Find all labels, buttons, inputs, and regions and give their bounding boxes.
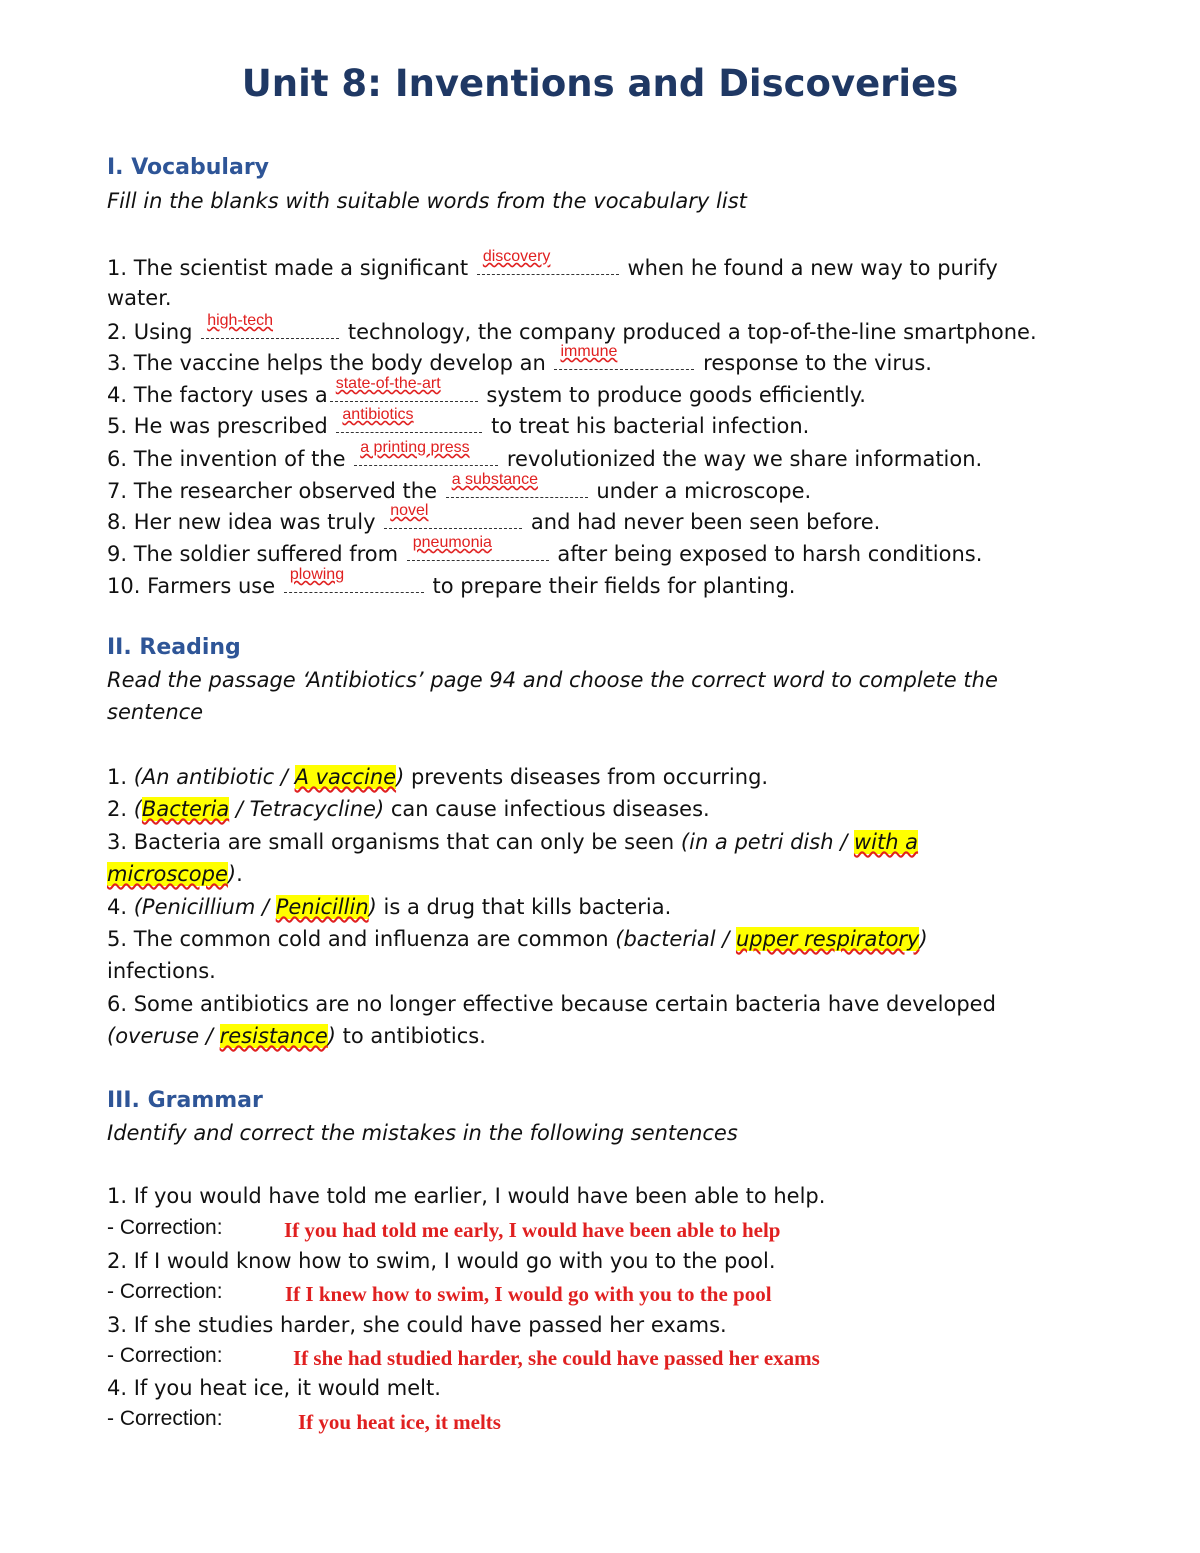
reading-question-6-cont [107,1024,486,1048]
answer-blank[interactable] [446,471,588,498]
question-text: 5. He was prescribed [107,414,335,438]
correction-label: - Correction: [107,1280,223,1303]
grammar-question-1: 1. If you would have told me earlier, I would have been able to help. [107,1184,826,1208]
question-text: when he found a new way to purify [620,256,998,280]
vocab-question-5 [107,406,810,438]
question-text: . [236,862,243,886]
answer-text: plowing [289,566,345,583]
option-text: ) [368,895,377,919]
question-text: technology, the company produced a top-of-the-line smartphone. [341,320,1037,344]
question-text: 7. The researcher observed the [107,479,444,503]
vocab-question-7 [107,471,812,503]
answer-text: immune [560,343,618,360]
reading-question-2 [107,797,710,821]
option-text: ) [227,862,237,886]
answer-blank[interactable] [336,406,482,433]
question-text: can cause infectious diseases. [384,797,710,821]
vocab-question-2 [107,312,1037,344]
selected-answer[interactable]: A vaccine [294,765,397,789]
question-text: 2. Using [107,320,200,344]
question-text: revolutionized the way we share information. [500,447,983,471]
selected-answer[interactable]: with a [853,830,919,854]
reading-question-3 [107,830,918,854]
correction-label: - Correction: [107,1407,223,1430]
option-text: ) [396,765,405,789]
correction-answer: If you heat ice, it melts [298,1410,501,1434]
question-text: after being exposed to harsh conditions. [550,542,983,566]
option-text: / Tetracycline) [229,797,385,821]
question-text: is a drug that kills bacteria. [376,895,672,919]
answer-text: discovery [482,248,551,265]
correction-label: - Correction: [107,1344,223,1367]
grammar-question-3: 3. If she studies harder, she could have passed her exams. [107,1313,727,1337]
vocab-question-10 [107,566,796,598]
grammar-heading: III. Grammar [107,1088,263,1113]
question-number: 2. [107,797,134,821]
option-text: ) [919,927,928,951]
question-text: 1. The scientist made a significant [107,256,475,280]
vocab-question-1 [107,248,998,280]
selected-answer[interactable]: resistance [219,1024,328,1048]
question-text: 8. Her new idea was truly [107,510,383,534]
reading-question-3-cont [107,862,243,886]
question-text: 4. The factory uses a [107,383,328,407]
question-text: to treat his bacterial infection. [484,414,810,438]
reading-question-1 [107,765,768,789]
question-text: 6. The invention of the [107,447,353,471]
question-text: and had never been seen before. [524,510,881,534]
vocabulary-instruction: Fill in the blanks with suitable words from the vocabulary list [107,189,747,213]
answer-text: novel [390,502,429,519]
answer-text: a printing press [360,439,470,456]
vocab-question-8 [107,502,881,534]
correction-answer: If she had studied harder, she could have passed her exams [293,1346,820,1370]
correction-answer: If I knew how to swim, I would go with you to the pool [285,1282,772,1306]
answer-blank[interactable] [554,343,694,370]
answer-text: state-of-the-art [335,375,441,392]
answer-text: pneumonia [412,534,492,551]
grammar-question-2: 2. If I would know how to swim, I would go with you to the pool. [107,1249,776,1273]
answer-blank[interactable] [384,502,522,529]
answer-blank[interactable] [407,534,549,561]
answer-text: a substance [451,471,538,488]
selected-answer[interactable]: microscope [107,862,228,886]
vocab-question-6 [107,439,983,471]
option-text: (in a petri dish / [680,830,854,854]
correction-label: - Correction: [107,1216,223,1239]
reading-question-6: 6. Some antibiotics are no longer effective because certain bacteria have developed [107,992,996,1016]
vocab-question-1-cont: water. [107,286,172,310]
selected-answer[interactable]: Bacteria [141,797,230,821]
question-text: 9. The soldier suffered from [107,542,405,566]
selected-answer[interactable]: Penicillin [275,895,369,919]
reading-instruction: Read the passage ‘Antibiotics’ page 94 and choose the correct word to complete the [107,668,998,692]
reading-question-5-cont: infections. [107,959,216,983]
reading-question-4 [107,895,671,919]
vocab-question-9 [107,534,983,566]
question-text: 3. The vaccine helps the body develop an [107,351,553,375]
question-number: 4. [107,895,134,919]
question-text: 3. Bacteria are small organisms that can only be seen [107,830,681,854]
answer-text: high-tech [207,312,274,329]
question-text: 5. The common cold and influenza are common [107,927,616,951]
question-text: under a microscope. [589,479,812,503]
vocabulary-heading: I. Vocabulary [107,155,270,180]
page-title: Unit 8: Inventions and Discoveries [241,62,959,105]
correction-answer: If you had told me early, I would have been able to help [284,1218,781,1242]
answer-blank[interactable] [284,566,424,593]
vocab-question-4 [107,375,866,407]
answer-blank[interactable] [330,375,478,402]
question-text: prevents diseases from occurring. [404,765,769,789]
reading-heading: II. Reading [107,635,241,660]
question-text: response to the virus. [696,351,932,375]
question-text: system to produce goods efficiently. [479,383,866,407]
question-text: 10. Farmers use [107,574,282,598]
question-number: 1. [107,765,134,789]
selected-answer[interactable]: upper respiratory [735,927,920,951]
reading-instruction-cont: sentence [107,700,204,724]
grammar-question-4: 4. If you heat ice, it would melt. [107,1376,441,1400]
question-text: to prepare their fields for planting. [425,574,796,598]
answer-text: antibiotics [342,406,414,423]
reading-question-5 [107,927,928,951]
option-text: (An antibiotic / [133,765,295,789]
grammar-instruction: Identify and correct the mistakes in the following sentences [107,1121,738,1145]
answer-blank[interactable] [477,248,619,275]
option-text: ( [133,797,142,821]
vocab-question-3 [107,343,932,375]
option-text: (bacterial / [615,927,736,951]
question-text: to antibiotics. [335,1024,486,1048]
option-text: ) [327,1024,336,1048]
answer-blank[interactable] [201,312,339,339]
option-text: (Penicillium / [133,895,276,919]
answer-blank[interactable] [354,439,498,466]
option-text: (overuse / [107,1024,220,1048]
